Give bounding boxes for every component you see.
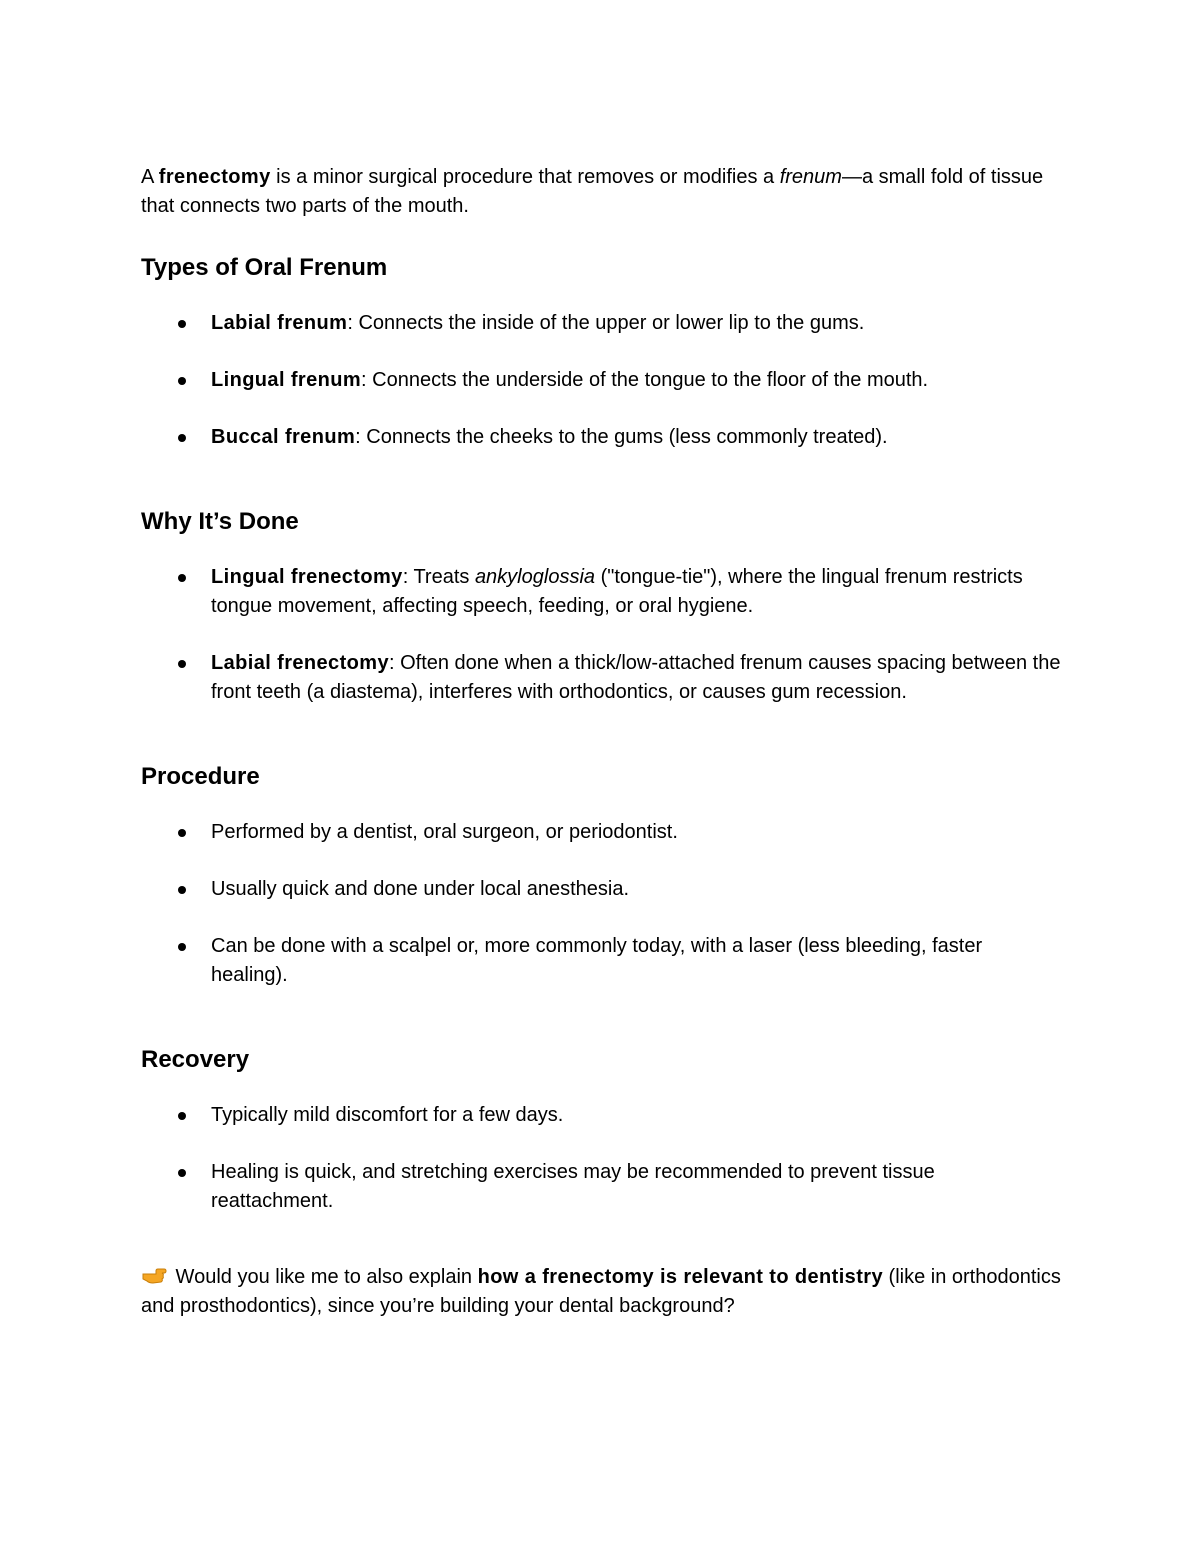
- intro-middle: is a minor surgical procedure that removes or modifies a: [270, 166, 780, 188]
- bullet-icon: [178, 1112, 186, 1120]
- closing-paragraph: [141, 1263, 1061, 1321]
- list-item: [141, 1101, 1061, 1130]
- intro-prefix: A: [141, 166, 159, 188]
- list-item: [141, 1158, 1061, 1216]
- bullet-icon: [178, 660, 186, 668]
- item-text: ("tongue-tie"), where the lingual frenum restricts tongue movement, affecting speech, feeding, or oral hygiene.: [211, 566, 1023, 617]
- bullet-icon: [178, 943, 186, 951]
- item-text: : Often done when a thick/low-attached frenum causes spacing between the front teeth (a diastema), interferes with orthodontics, or causes gum recession.: [211, 652, 1061, 703]
- item-text: : Treats: [402, 566, 475, 588]
- intro-suffix: —a small fold of tissue that connects two parts of the mouth.: [141, 166, 1044, 217]
- recovery-list: [141, 1101, 1061, 1216]
- bullet-icon: [178, 320, 186, 328]
- types-list: [141, 309, 1061, 452]
- list-item: [141, 818, 1061, 847]
- bullet-icon: [178, 886, 186, 894]
- intro-italic-term: frenum: [779, 166, 842, 188]
- item-term: Lingual frenectomy: [211, 566, 403, 588]
- intro-term: frenectomy: [158, 166, 271, 188]
- procedure-list: [141, 818, 1061, 990]
- heading-why: Why It’s Done: [141, 508, 299, 535]
- bullet-icon: [178, 1169, 186, 1177]
- list-item: [141, 366, 1061, 395]
- closing-prefix: Would you like me to also explain: [170, 1266, 478, 1288]
- item-term: Labial frenum: [211, 312, 348, 334]
- item-text: Performed by a dentist, oral surgeon, or periodontist.: [211, 821, 678, 843]
- closing-bold: how a frenectomy is relevant to dentistry: [477, 1266, 883, 1288]
- bullet-icon: [178, 574, 186, 582]
- list-item: [141, 932, 1061, 990]
- item-italic-term: ankyloglossia: [474, 566, 596, 588]
- item-text: Healing is quick, and stretching exercises may be recommended to prevent tissue reattachment.: [211, 1161, 935, 1212]
- bullet-icon: [178, 434, 186, 442]
- item-text: Can be done with a scalpel or, more commonly today, with a laser (less bleeding, faster healing).: [211, 935, 983, 986]
- list-item: [141, 309, 1061, 338]
- item-term: Lingual frenum: [211, 369, 362, 391]
- list-item: [141, 875, 1061, 904]
- heading-procedure: Procedure: [141, 763, 260, 790]
- pointing-hand-icon: [141, 1265, 167, 1287]
- item-text: Typically mild discomfort for a few days.: [211, 1104, 564, 1126]
- item-term: Buccal frenum: [211, 426, 356, 448]
- item-term: Labial frenectomy: [211, 652, 389, 674]
- heading-recovery: Recovery: [141, 1046, 250, 1073]
- item-text: : Connects the cheeks to the gums (less commonly treated).: [355, 426, 888, 448]
- closing-suffix: (like in orthodontics and prosthodontics), since you’re building your dental background?: [141, 1266, 1061, 1317]
- item-text: Usually quick and done under local anesthesia.: [211, 878, 630, 900]
- list-item: [141, 563, 1061, 621]
- list-item: [141, 423, 1061, 452]
- item-text: : Connects the underside of the tongue to the floor of the mouth.: [361, 369, 929, 391]
- bullet-icon: [178, 377, 186, 385]
- document-page: [141, 163, 1061, 1321]
- bullet-icon: [178, 829, 186, 837]
- intro-paragraph: [141, 163, 1061, 221]
- why-list: [141, 563, 1061, 707]
- heading-types: Types of Oral Frenum: [141, 254, 388, 281]
- list-item: [141, 649, 1061, 707]
- item-text: : Connects the inside of the upper or lower lip to the gums.: [347, 312, 865, 334]
